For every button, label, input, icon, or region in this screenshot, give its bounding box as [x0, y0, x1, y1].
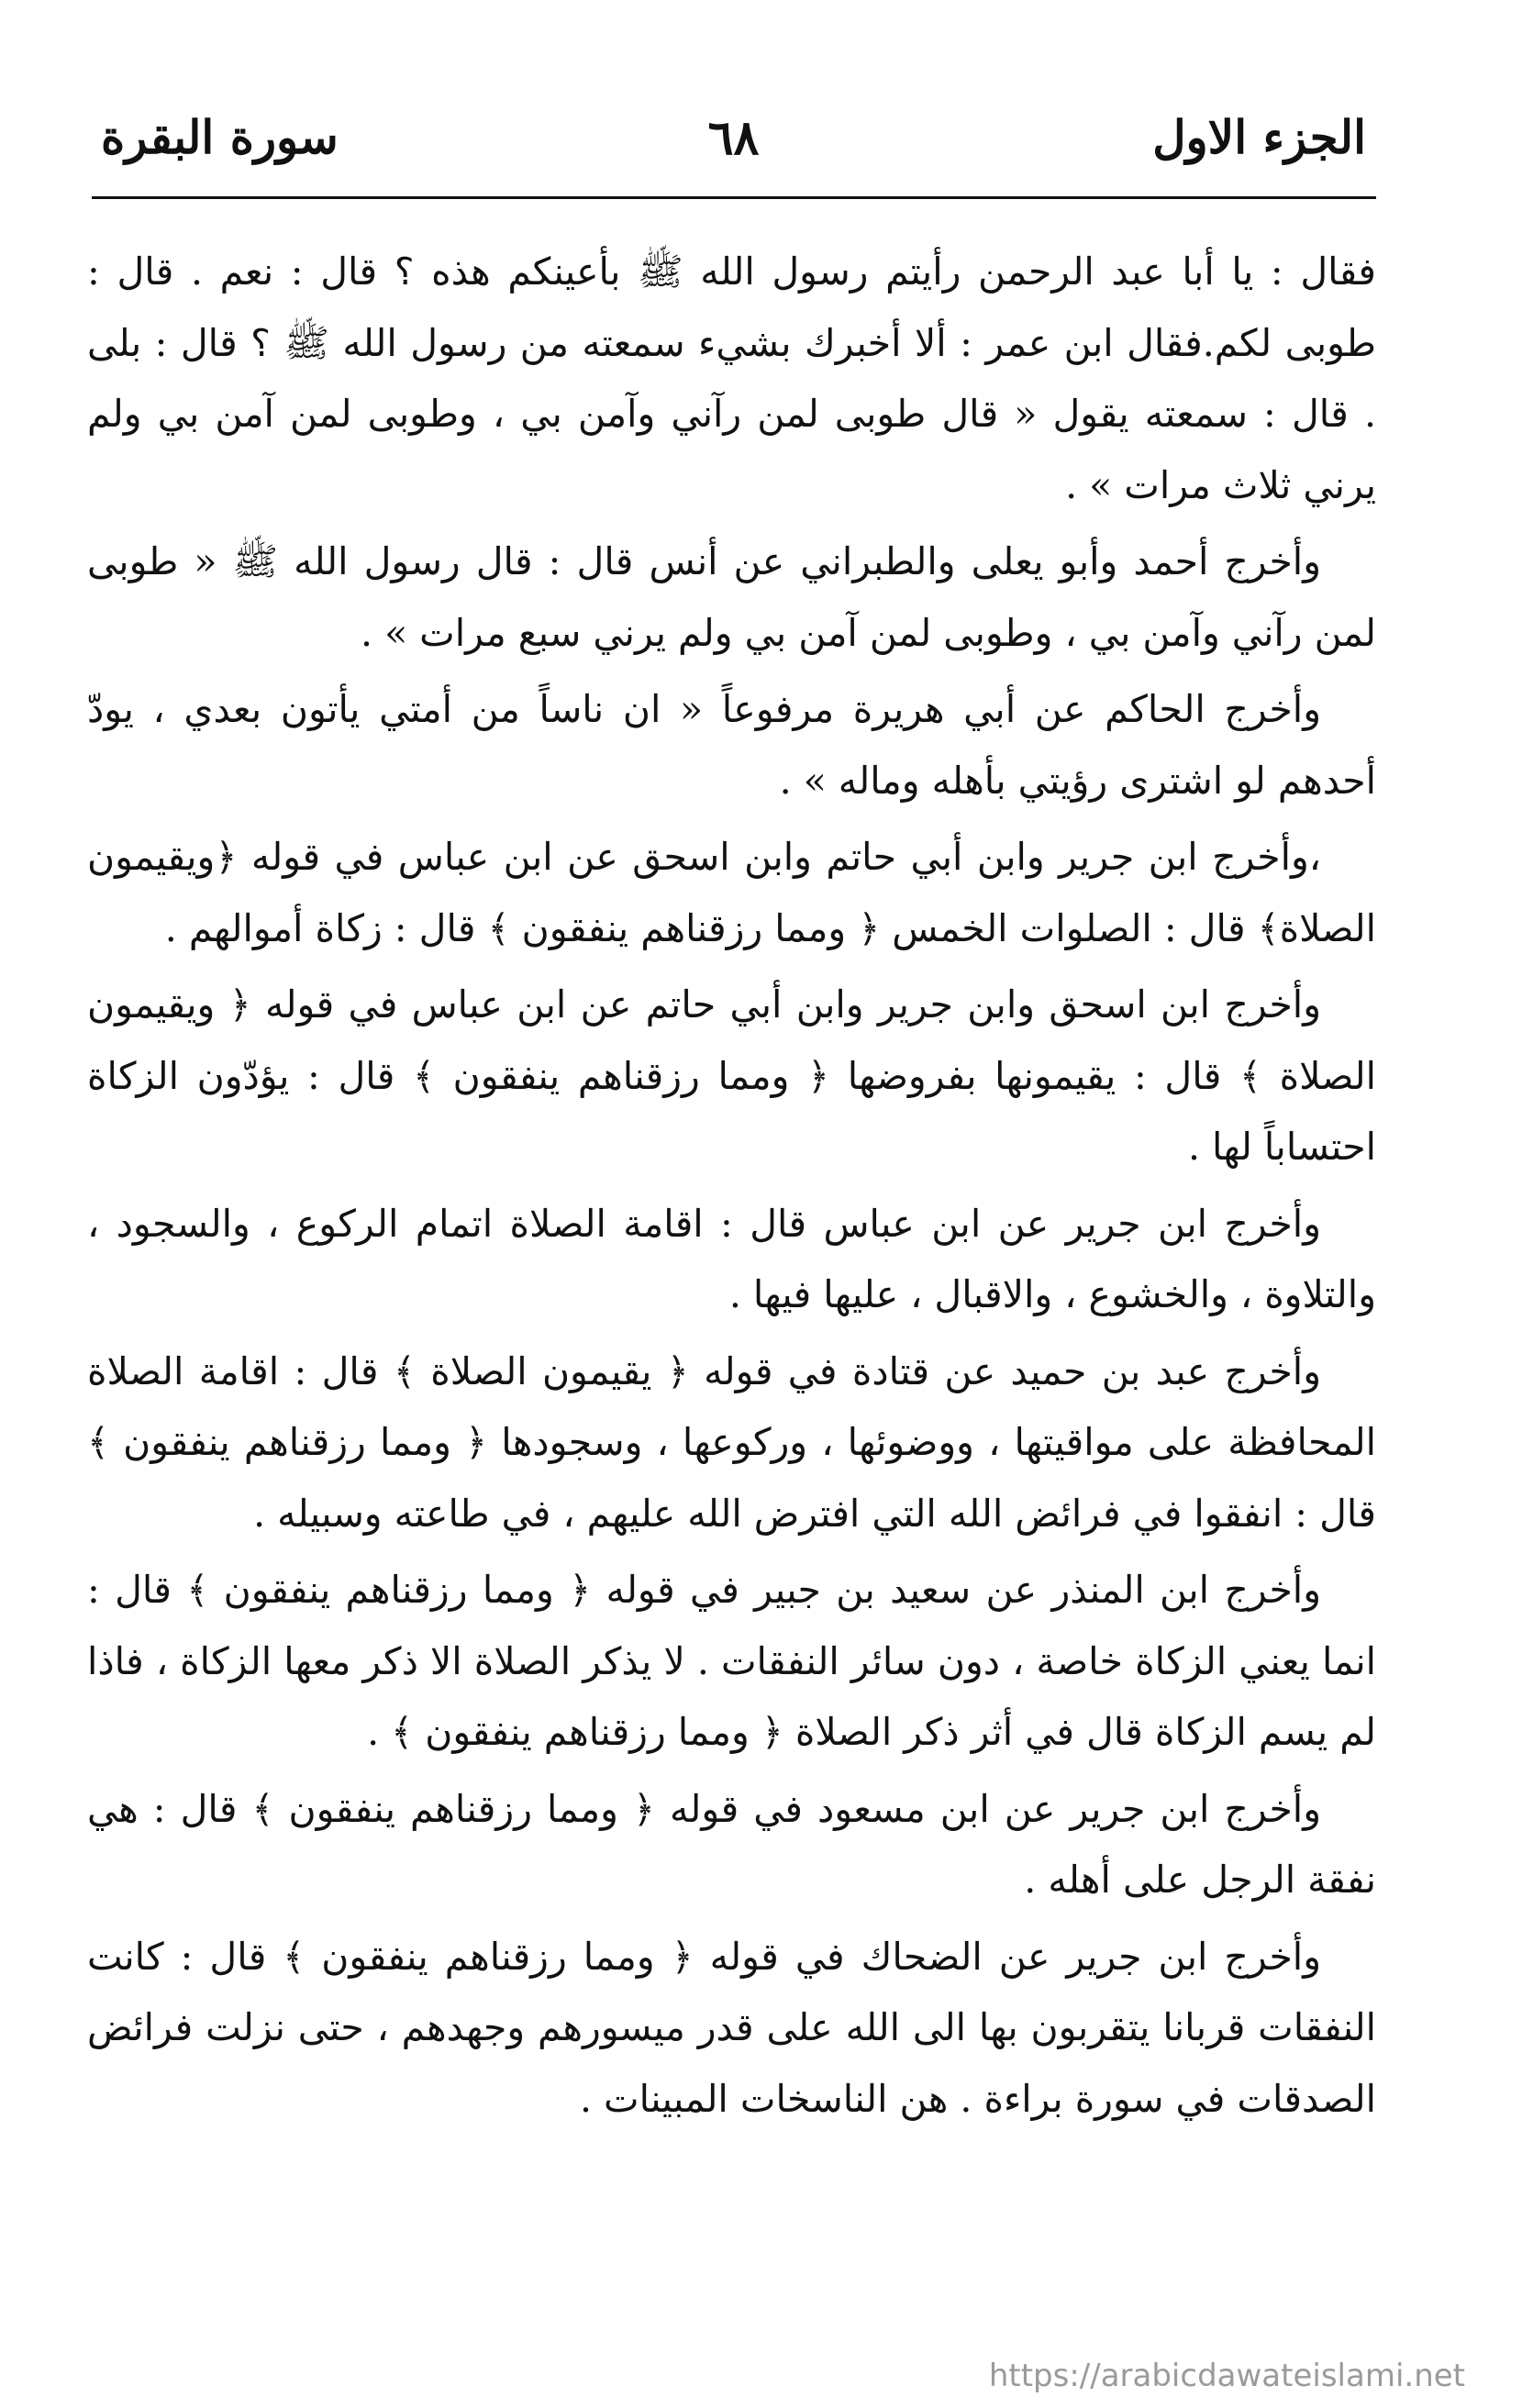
watermark-url: https://arabicdawateislami.net [988, 2358, 1465, 2394]
page-header [101, 110, 1366, 183]
paragraph: وأخرج ابن جرير عن ابن عباس قال : اقامة الصلاة اتمام الركوع ، والسجود ، والتلاوة ، والخشوع ، والاقبال ، عليها فيها . [87, 1201, 1376, 1316]
page-body [87, 237, 1376, 2140]
paragraph: وأخرج ابن المنذر عن سعيد بن جبير في قوله ﴿ ومما رزقناهم ينفقون ﴾ قال : انما يعني الزكاة خاصة ، دون سائر النفقات . لا يذكر الصلاة الا ذكر معها الزكاة ، فاذا لم يسم الزكاة قال في أثر ذكر الصلاة ﴿ ومما رزقناهم ينفقون ﴾ . [87, 1568, 1376, 1754]
paragraph: وأخرج ابن جرير عن ابن مسعود في قوله ﴿ ومما رزقناهم ينفقون ﴾ قال : هي نفقة الرجل على أهله . [87, 1786, 1376, 1902]
paragraph: وأخرج أحمد وأبو يعلى والطبراني عن أنس قال : قال رسول الله ﷺ « طوبى لمن رآني وآمن بي ، وطوبى لمن آمن بي ولم يرني سبع مرات » . [87, 539, 1376, 655]
part-title: الجزء الاول [1152, 110, 1366, 164]
paragraph: وأخرج الحاكم عن أبي هريرة مرفوعاً « ان ناساً من أمتي يأتون بعدي ، يودّ أحدهم لو اشترى رؤيتي بأهله وماله » . [87, 687, 1376, 803]
page-number: ٦٨ [707, 110, 760, 166]
surah-title: سورة البقرة [101, 110, 339, 164]
paragraph: وأخرج ابن اسحق وابن جرير وابن أبي حاتم عن ابن عباس في قوله ﴿ ويقيمون الصلاة ﴾ قال : يقيمونها بفروضها ﴿ ومما رزقناهم ينفقون ﴾ قال : يؤدّون الزكاة احتساباً لها . [87, 982, 1376, 1169]
paragraph: وأخرج عبد بن حميد عن قتادة في قوله ﴿ يقيمون الصلاة ﴾ قال : اقامة الصلاة المحافظة على مواقيتها ، ووضوئها ، وركوعها ، وسجودها ﴿ ومما رزقناهم ينفقون ﴾ قال : انفقوا في فرائض الله التي افترض الله عليهم ، في طاعته وسبيله . [87, 1348, 1376, 1536]
paragraph: ،وأخرج ابن جرير وابن أبي حاتم وابن اسحق عن ابن عباس في قوله ﴿ويقيمون الصلاة﴾ قال : الصلوات الخمس ﴿ ومما رزقناهم ينفقون ﴾ قال : زكاة أموالهم . [87, 835, 1376, 950]
paragraph: وأخرج ابن جرير عن الضحاك في قوله ﴿ ومما رزقناهم ينفقون ﴾ قال : كانت النفقات قربانا يتقربون بها الى الله على قدر ميسورهم وجهدهم ، حتى نزلت فرائض الصدقات في سورة براءة . هن الناسخات المبينات . [87, 1934, 1376, 2121]
header-divider [92, 196, 1376, 199]
paragraph: فقال : يا أبا عبد الرحمن رأيتم رسول الله ﷺ بأعينكم هذه ؟ قال : نعم . قال : طوبى لكم.فقال ابن عمر : ألا أخبرك بشيء سمعته من رسول الله ﷺ ؟ قال : بلى . قال : سمعته يقول « قال طوبى لمن رآني وآمن بي ، وطوبى لمن آمن بي ولم يرني ثلاث مرات » . [87, 250, 1376, 507]
